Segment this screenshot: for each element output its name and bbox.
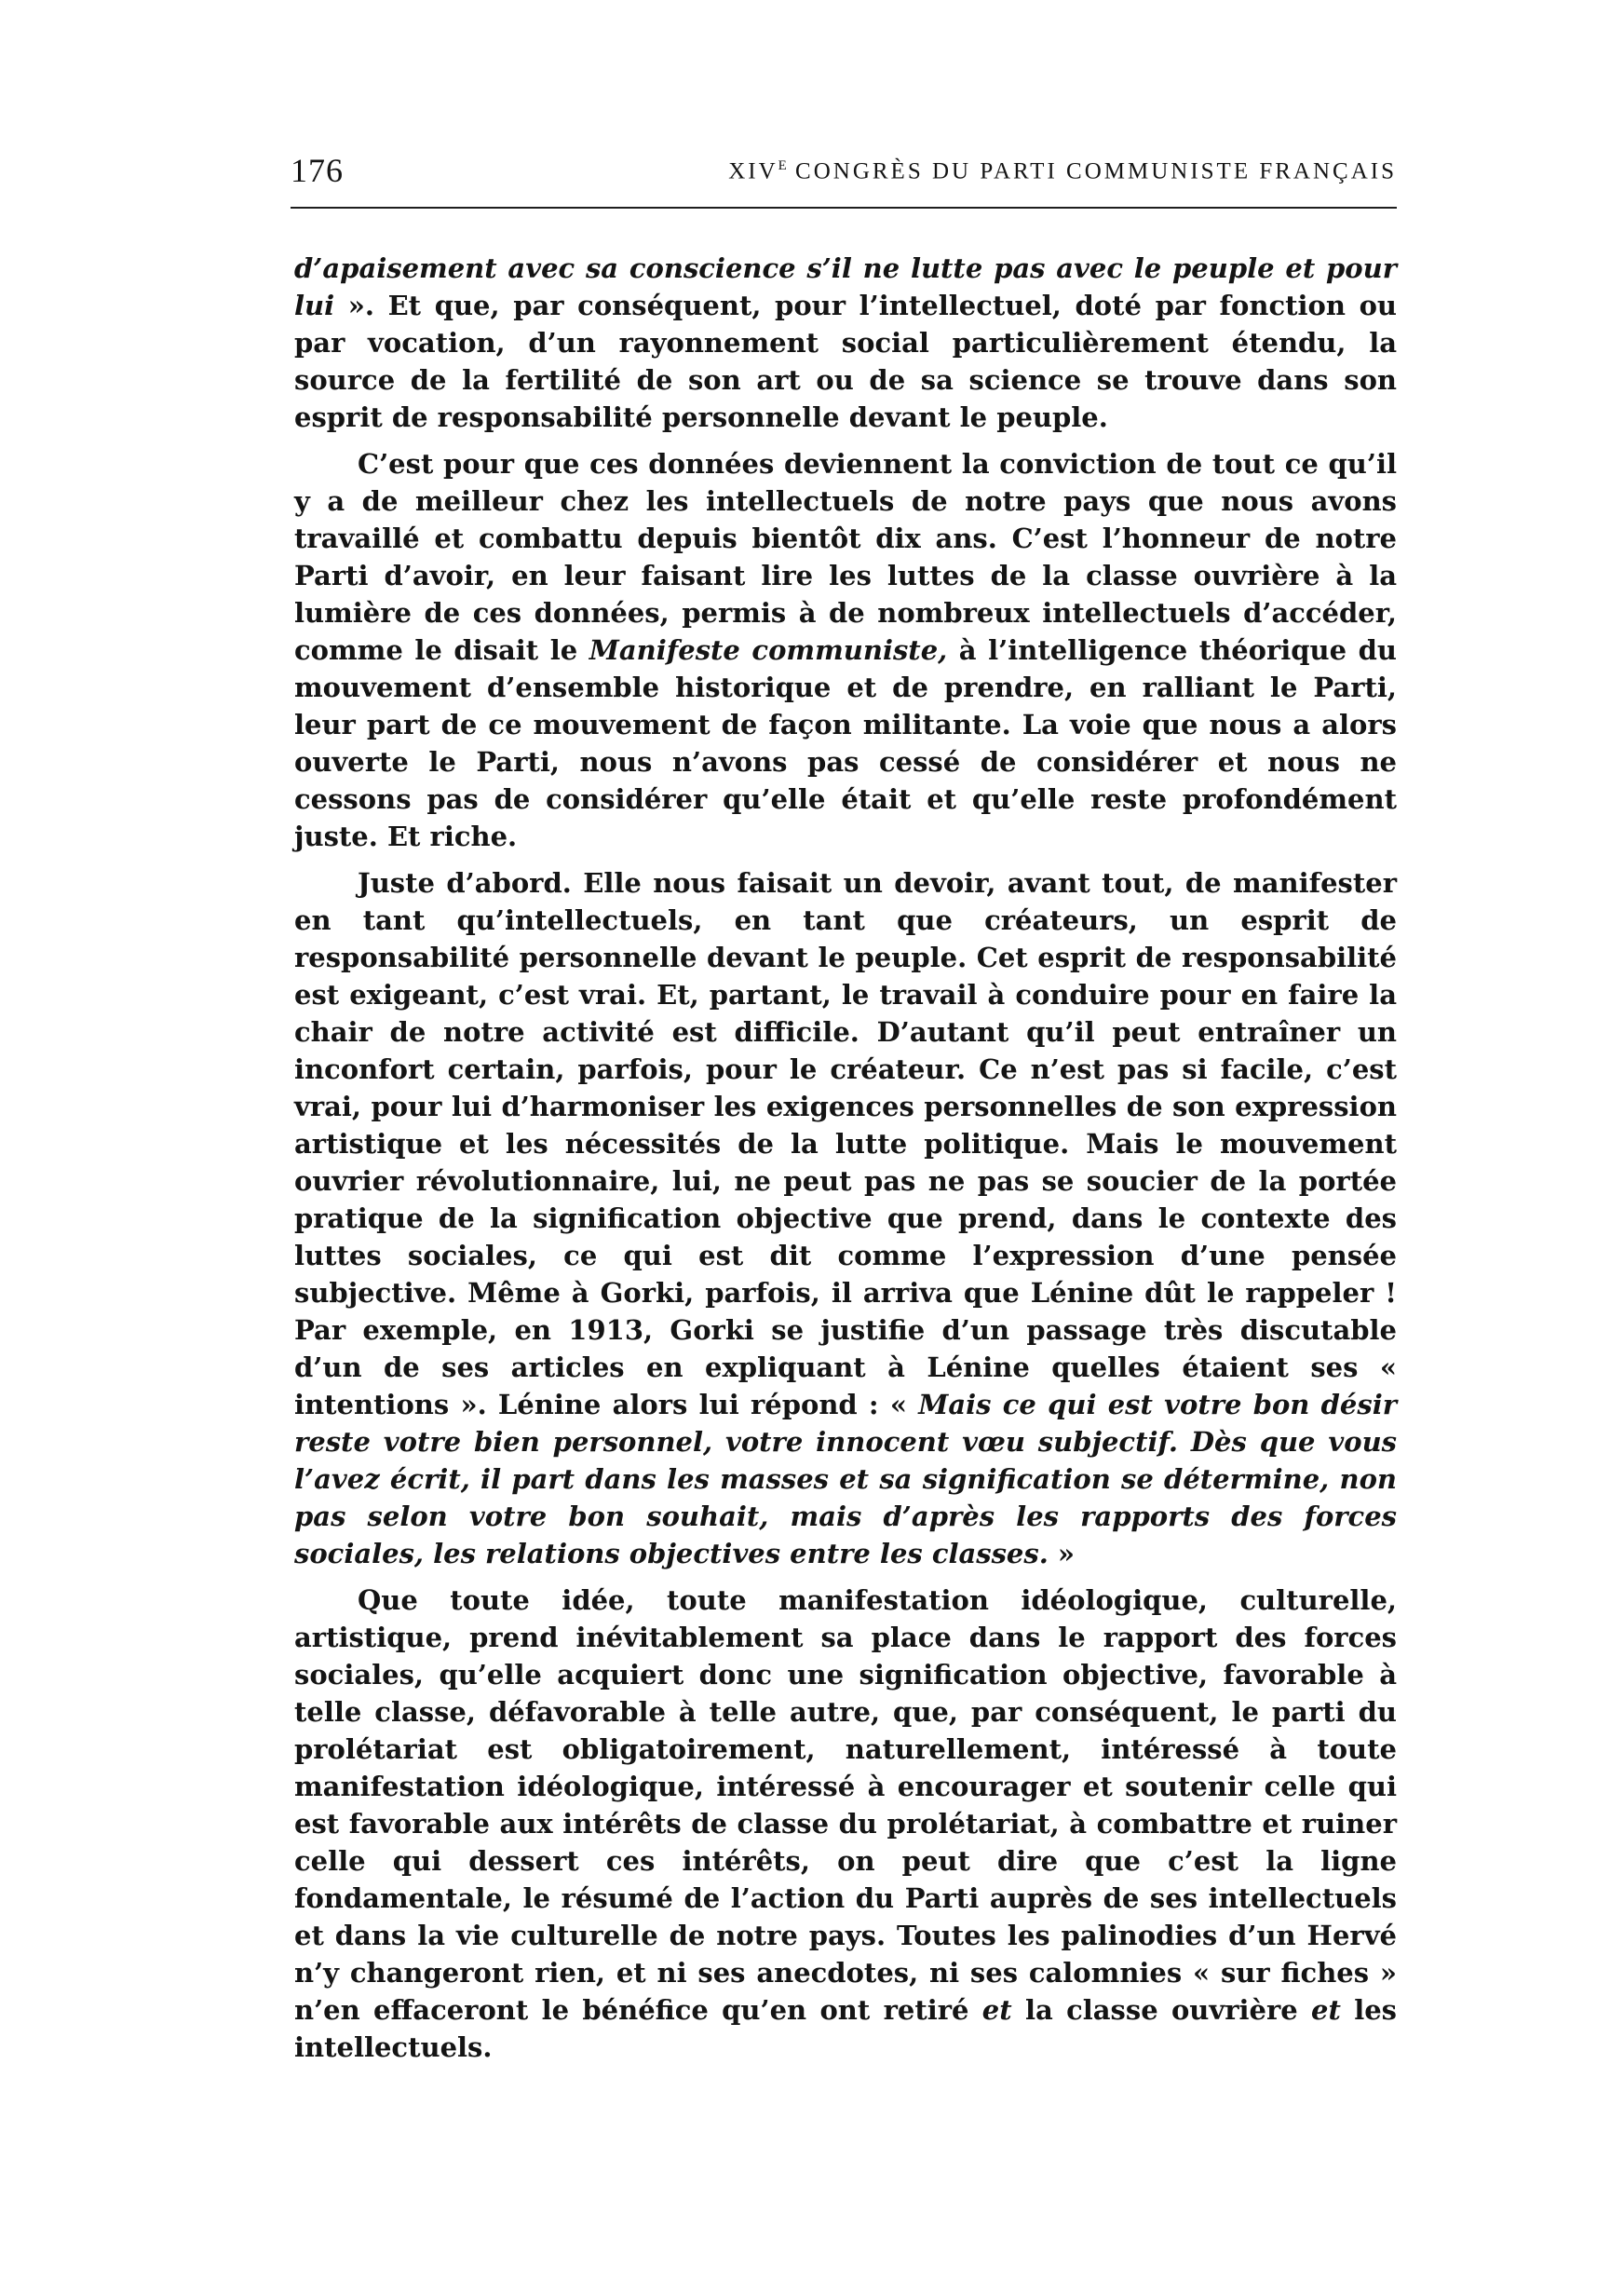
manifeste-title: Manifeste communiste, xyxy=(589,634,948,666)
running-header xyxy=(291,151,1397,209)
running-title-text: CONGRÈS DU PARTI COMMUNISTE FRANÇAIS xyxy=(786,158,1397,184)
paragraph-2-text-a: C’est pour que ces données deviennent la conviction de tout ce qu’il y a de meilleur chez les intellectuels de notre pays que nous avons travaillé et combattu depuis bientôt dix ans. C’est l’honneur de notre Parti d’avoir, en leur faisant lire les luttes de la classe ouvrière à la lumière de ces données, permis à de nombreux intellectuels d’accéder, comme le disait le xyxy=(294,448,1397,666)
paragraph-1 xyxy=(294,250,1397,436)
paragraph-3-text-b: » xyxy=(1048,1538,1076,1569)
paragraph-2-text-b: à l’intelligence théorique du mouvement d’ensemble historique et de prendre, en ralliant le Parti, leur part de ce mouvement de façon militante. La voie que nous a alors ouverte le Parti, nous n’avons pas cessé de considérer et nous ne cessons pas de considérer qu’elle était et qu’elle reste profondément juste. Et riche. xyxy=(294,634,1398,852)
running-title-prefix: XIV xyxy=(728,158,778,184)
paragraph-4 xyxy=(294,1582,1397,2066)
page-number: 176 xyxy=(291,152,344,189)
running-title-superscript: E xyxy=(778,158,787,173)
paragraph-4-text-c: les intellectuels. xyxy=(294,1994,1397,2063)
paragraph-4-text-a: Que toute idée, toute manifestation idéologique, culturelle, artistique, prend inévitablement sa place dans le rapport des forces sociales, qu’elle acquiert donc une signification objective, favorable à telle classe, défavorable à telle autre, que, par conséquent, le parti du prolétariat est obligatoirement, naturellement, intéressé à toute manifestation idéologique, intéressé à encourager et soutenir celle qui est favorable aux intérêts de classe du prolétariat, à combattre et ruiner celle qui dessert ces intérêts, on peut dire que c’est la ligne fondamentale, le résumé de l’action du Parti auprès de ses intellectuels et dans la vie culturelle de notre pays. Toutes les palinodies d’un Hervé n’y changeront rien, et ni ses anecdotes, ni ses calomnies « sur fiches » n’en effaceront le bénéfice qu’en ont retiré xyxy=(294,1584,1397,2026)
paragraph-2 xyxy=(294,445,1397,855)
emphasis-et-1: et xyxy=(981,1994,1012,2026)
lenine-quote: Mais ce qui est votre bon désir reste votre bien personnel, votre innocent vœu subjectif. Dès que vous l’avez écrit, il part dans les masses et sa signification se détermine, non pas selon votre bon souhait, mais d’après les rapports des forces sociales, les relations objectives entre les classes. xyxy=(294,1389,1397,1569)
italic-quote-continuation: d’apaisement avec sa conscience s’il ne lutte pas avec le peuple et pour lui xyxy=(294,252,1397,321)
body-text xyxy=(294,250,1397,2075)
running-title xyxy=(728,158,1397,184)
paragraph-1-text: ». Et que, par conséquent, pour l’intellectuel, doté par fonction ou par vocation, d’un rayonnement social particulièrement étendu, la source de la fertilité de son art ou de sa science se trouve dans son esprit de responsabilité personnelle devant le peuple. xyxy=(294,290,1397,433)
paragraph-3-text-a: Juste d’abord. Elle nous faisait un devoir, avant tout, de manifester en tant qu’intellectuels, en tant que créateurs, un esprit de responsabilité personnelle devant le peuple. Cet esprit de responsabilité est exigeant, c’est vrai. Et, partant, le travail à conduire pour en faire la chair de notre activité est difficile. D’autant qu’il peut entraîner un inconfort certain, parfois, pour le créateur. Ce n’est pas si facile, c’est vrai, pour lui d’harmoniser les exigences personnelles de son expression artistique et les nécessités de la lutte politique. Mais le mouvement ouvrier révolutionnaire, lui, ne peut pas ne pas se soucier de la portée pratique de la signification objective que prend, dans le contexte des luttes sociales, ce qui est dit comme l’expression d’une pensée subjective. Même à Gorki, parfois, il arriva que Lénine dût le rappeler ! Par exemple, en 1913, Gorki se justifie d’un passage très discutable d’un de ses articles en expliquant à Lénine quelles étaient ses « intentions ». Lénine alors lui répond : « xyxy=(294,867,1397,1420)
paragraph-4-text-b: la classe ouvrière xyxy=(1011,1994,1312,2026)
paragraph-3 xyxy=(294,864,1397,1572)
emphasis-et-2: et xyxy=(1311,1994,1341,2026)
